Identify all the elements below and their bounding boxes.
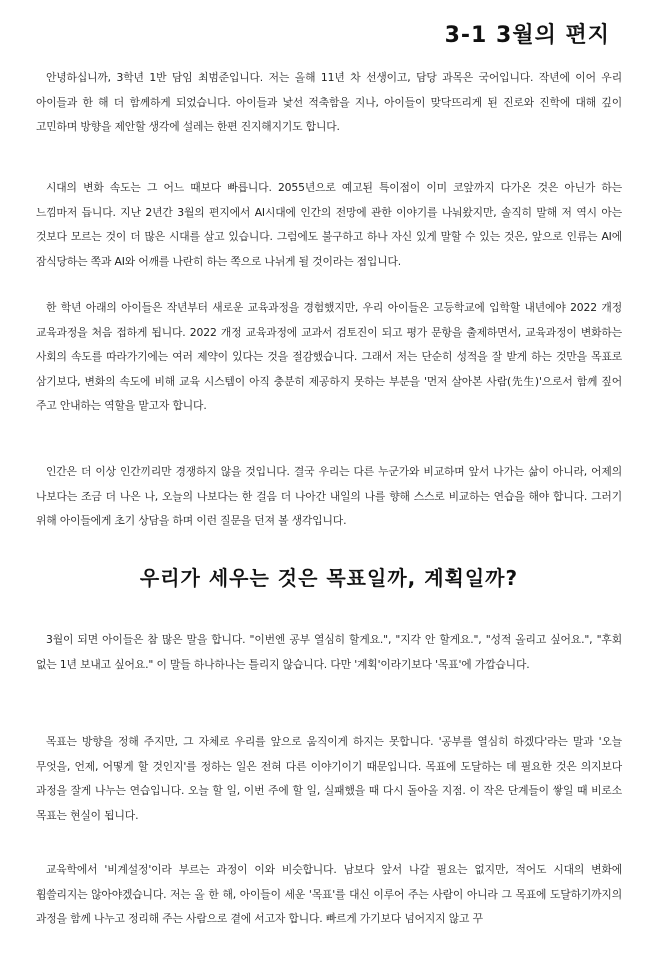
- goal-vs-plan-paragraph: 목표는 방향을 정해 주지만, 그 자체로 우리를 앞으로 움직이게 하지는 못합니다. '공부를 열심히 하겠다'라는 말과 '오늘 무엇을, 언제, 어떻게 할 것인지'를 정하는 일은 전혀 다른 이야기이기 때문입니다. 목표에 도달하는 데 필요한 것은 의지보다 과정을 잘게 나누는 연습입니다. 오늘 할 일, 이번 주에 할 일, 실패했을 때 다시 돌아올 지점. 이 작은 단계들이 쌓일 때 비로소 목표는 현실이 됩니다.: [36, 735, 622, 822]
- march-words-paragraph: 3월이 되면 아이들은 참 많은 말을 합니다. "이번엔 공부 열심히 할게요.", "지각 안 할게요.", "성적 올리고 싶어요.", "후회 없는 1년 보내고 싶어요." 이 말들 하나하나는 틀리지 않습니다. 다만 '계획'이라기보다 '목표'에 가깝습니다.: [36, 633, 622, 671]
- self-comparison-paragraph: 인간은 더 이상 인간끼리만 경쟁하지 않을 것입니다. 결국 우리는 다른 누군가와 비교하며 앞서 나가는 삶이 아니라, 어제의 나보다는 조금 더 나은 나, 오늘의 나보다는 한 걸음 더 나아간 내일의 나를 향해 스스로 비교하는 연습을 해야 합니다. 그러기 위해 아이들에게 초기 상담을 하며 이런 질문을 던져 볼 생각입니다.: [36, 465, 622, 527]
- page-title: 3-1 3월의 편지: [444, 23, 610, 48]
- intro-paragraph: 안녕하십니까, 3학년 1반 담임 최범준입니다. 저는 올해 11년 차 선생이고, 담당 과목은 국어입니다. 작년에 이어 우리 아이들과 한 해 더 함께하게 되었습니다. 아이들과 낯선 적축함을 지나, 아이들이 맞닥뜨리게 된 진로와 진학에 대해 깊이 고민하며 방향을 제안할 생각에 설레는 한편 진지해지기도 합니다.: [36, 71, 622, 133]
- section-heading: 우리가 세우는 것은 목표일까, 계획일까?: [139, 566, 519, 590]
- scaffolding-paragraph: 교육학에서 '비계설정'이라 부르는 과정이 이와 비슷합니다. 남보다 앞서 나갈 필요는 없지만, 적어도 시대의 변화에 휩쓸리지는 않아야겠습니다. 저는 올 한 해, 아이들이 세운 '목표'를 대신 이루어 주는 사람이 아니라 그 목표에 도달하기까지의 과정을 함께 나누고 정리해 주는 사람으로 곁에 서고자 합니다. 빠르게 가기보다 넘어지지 않고 꾸: [36, 863, 622, 925]
- era-change-paragraph: 시대의 변화 속도는 그 어느 때보다 빠릅니다. 2055년으로 예고된 특이점이 이미 코앞까지 다가온 것은 아닌가 하는 느낌마저 듭니다. 지난 2년간 3월의 편지에서 AI시대에 인간의 전망에 관한 이야기를 나눠왔지만, 솔직히 말해 저 역시 아는 것보다 모르는 것이 더 많은 시대를 살고 있습니다. 그럼에도 불구하고 하나 자신 있게 말할 수 있는 것은, 앞으로 인류는 AI에 잠식당하는 쪽과 AI와 어깨를 나란히 하는 쪽으로 나뉘게 될 것이라는 점입니다.: [36, 181, 622, 268]
- curriculum-paragraph: 한 학년 아래의 아이들은 작년부터 새로운 교육과정을 경험했지만, 우리 아이들은 고등학교에 입학할 내년에야 2022 개정 교육과정을 처음 접하게 됩니다. 2022 개정 교육과정에 교과서 검토진이 되고 평가 문항을 출제하면서, 교육과정이 변화하는 사회의 속도를 따라가기에는 여러 제약이 있다는 것을 절감했습니다. 그래서 저는 단순히 성적을 잘 받게 하는 것만을 목표로 삼기보다, 변화의 속도에 비해 교육 시스템이 아직 충분히 제공하지 못하는 부분을 '먼저 살아본 사람(先生)'으로서 함께 짚어 주고 안내하는 역할을 맡고자 합니다.: [36, 301, 622, 412]
